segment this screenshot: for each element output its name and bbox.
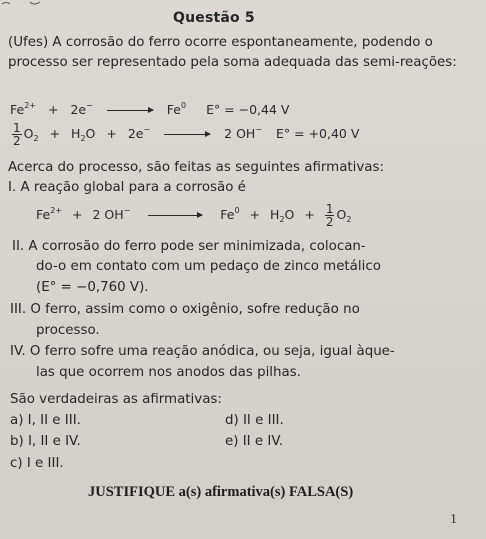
statement-intro: Acerca do processo, são feitas as seguintes afirmativas: [8, 160, 384, 175]
half-reaction-2: $\frac{1}{2}$ $O_2 + H_2O + 2e^-$ 2 OH− E° = +0,40 V [13, 121, 360, 148]
statement-3-line-2: processo. [36, 323, 100, 338]
global-reaction: $Fe^{2+} + 2$ OH− $Fe^0 + H_2O$ + $\frac{1}{2}$ $O_2$ [36, 202, 352, 229]
option-e[interactable]: e) II e IV. [225, 434, 284, 449]
statement-2-line-1: II. A corrosão do ferro pode ser minimizada, colocan- [12, 239, 366, 254]
page-number: 1 [450, 512, 457, 527]
reaction-arrow [164, 134, 210, 135]
fraction-one-half: $\frac{1}{2}$ [13, 121, 21, 148]
justify-instruction: JUSTIFIQUE a(s) afirmativa(s) FALSA(S) [88, 484, 354, 500]
potential-2: E° = +0,40 V [276, 126, 360, 141]
statement-3-line-1: III. O ferro, assim como o oxigênio, sofre redução no [10, 302, 360, 317]
statement-2-line-3: (E° = −0,760 V). [36, 280, 149, 295]
reaction-arrow [107, 110, 153, 111]
option-c[interactable]: c) I e III. [10, 456, 64, 471]
half-reaction-1: $Fe^{2+} + 2e^-$ Fe$^0$ E° = −0,44 V [10, 101, 290, 117]
fraction-one-half: $\frac{1}{2}$ [325, 202, 334, 229]
option-d[interactable]: d) II e III. [225, 413, 284, 428]
question-intro: (Ufes) A corrosão do ferro ocorre espontaneamente, podendo o processo ser representado pela soma adequada das semi-reações: [8, 35, 457, 70]
statement-2-line-2: do-o em contato com um pedaço de zinco metálico [36, 259, 381, 274]
potential-1: E° = −0,44 V [206, 102, 290, 117]
option-b[interactable]: b) I, II e IV. [10, 434, 81, 449]
question-title: Questão 5 [173, 10, 255, 26]
option-a[interactable]: a) I, II e III. [10, 413, 81, 428]
reaction-arrow [148, 215, 202, 216]
statement-4-line-1: IV. O ferro sofre uma reação anódica, ou seja, igual àque- [10, 344, 395, 359]
statement-4-line-2: las que ocorrem nos anodos das pilhas. [36, 365, 301, 380]
statement-1: I. A reação global para a corrosão é [8, 180, 246, 195]
answer-prompt: São verdadeiras as afirmativas: [10, 392, 222, 407]
handwritten-scribble [0, 0, 60, 14]
